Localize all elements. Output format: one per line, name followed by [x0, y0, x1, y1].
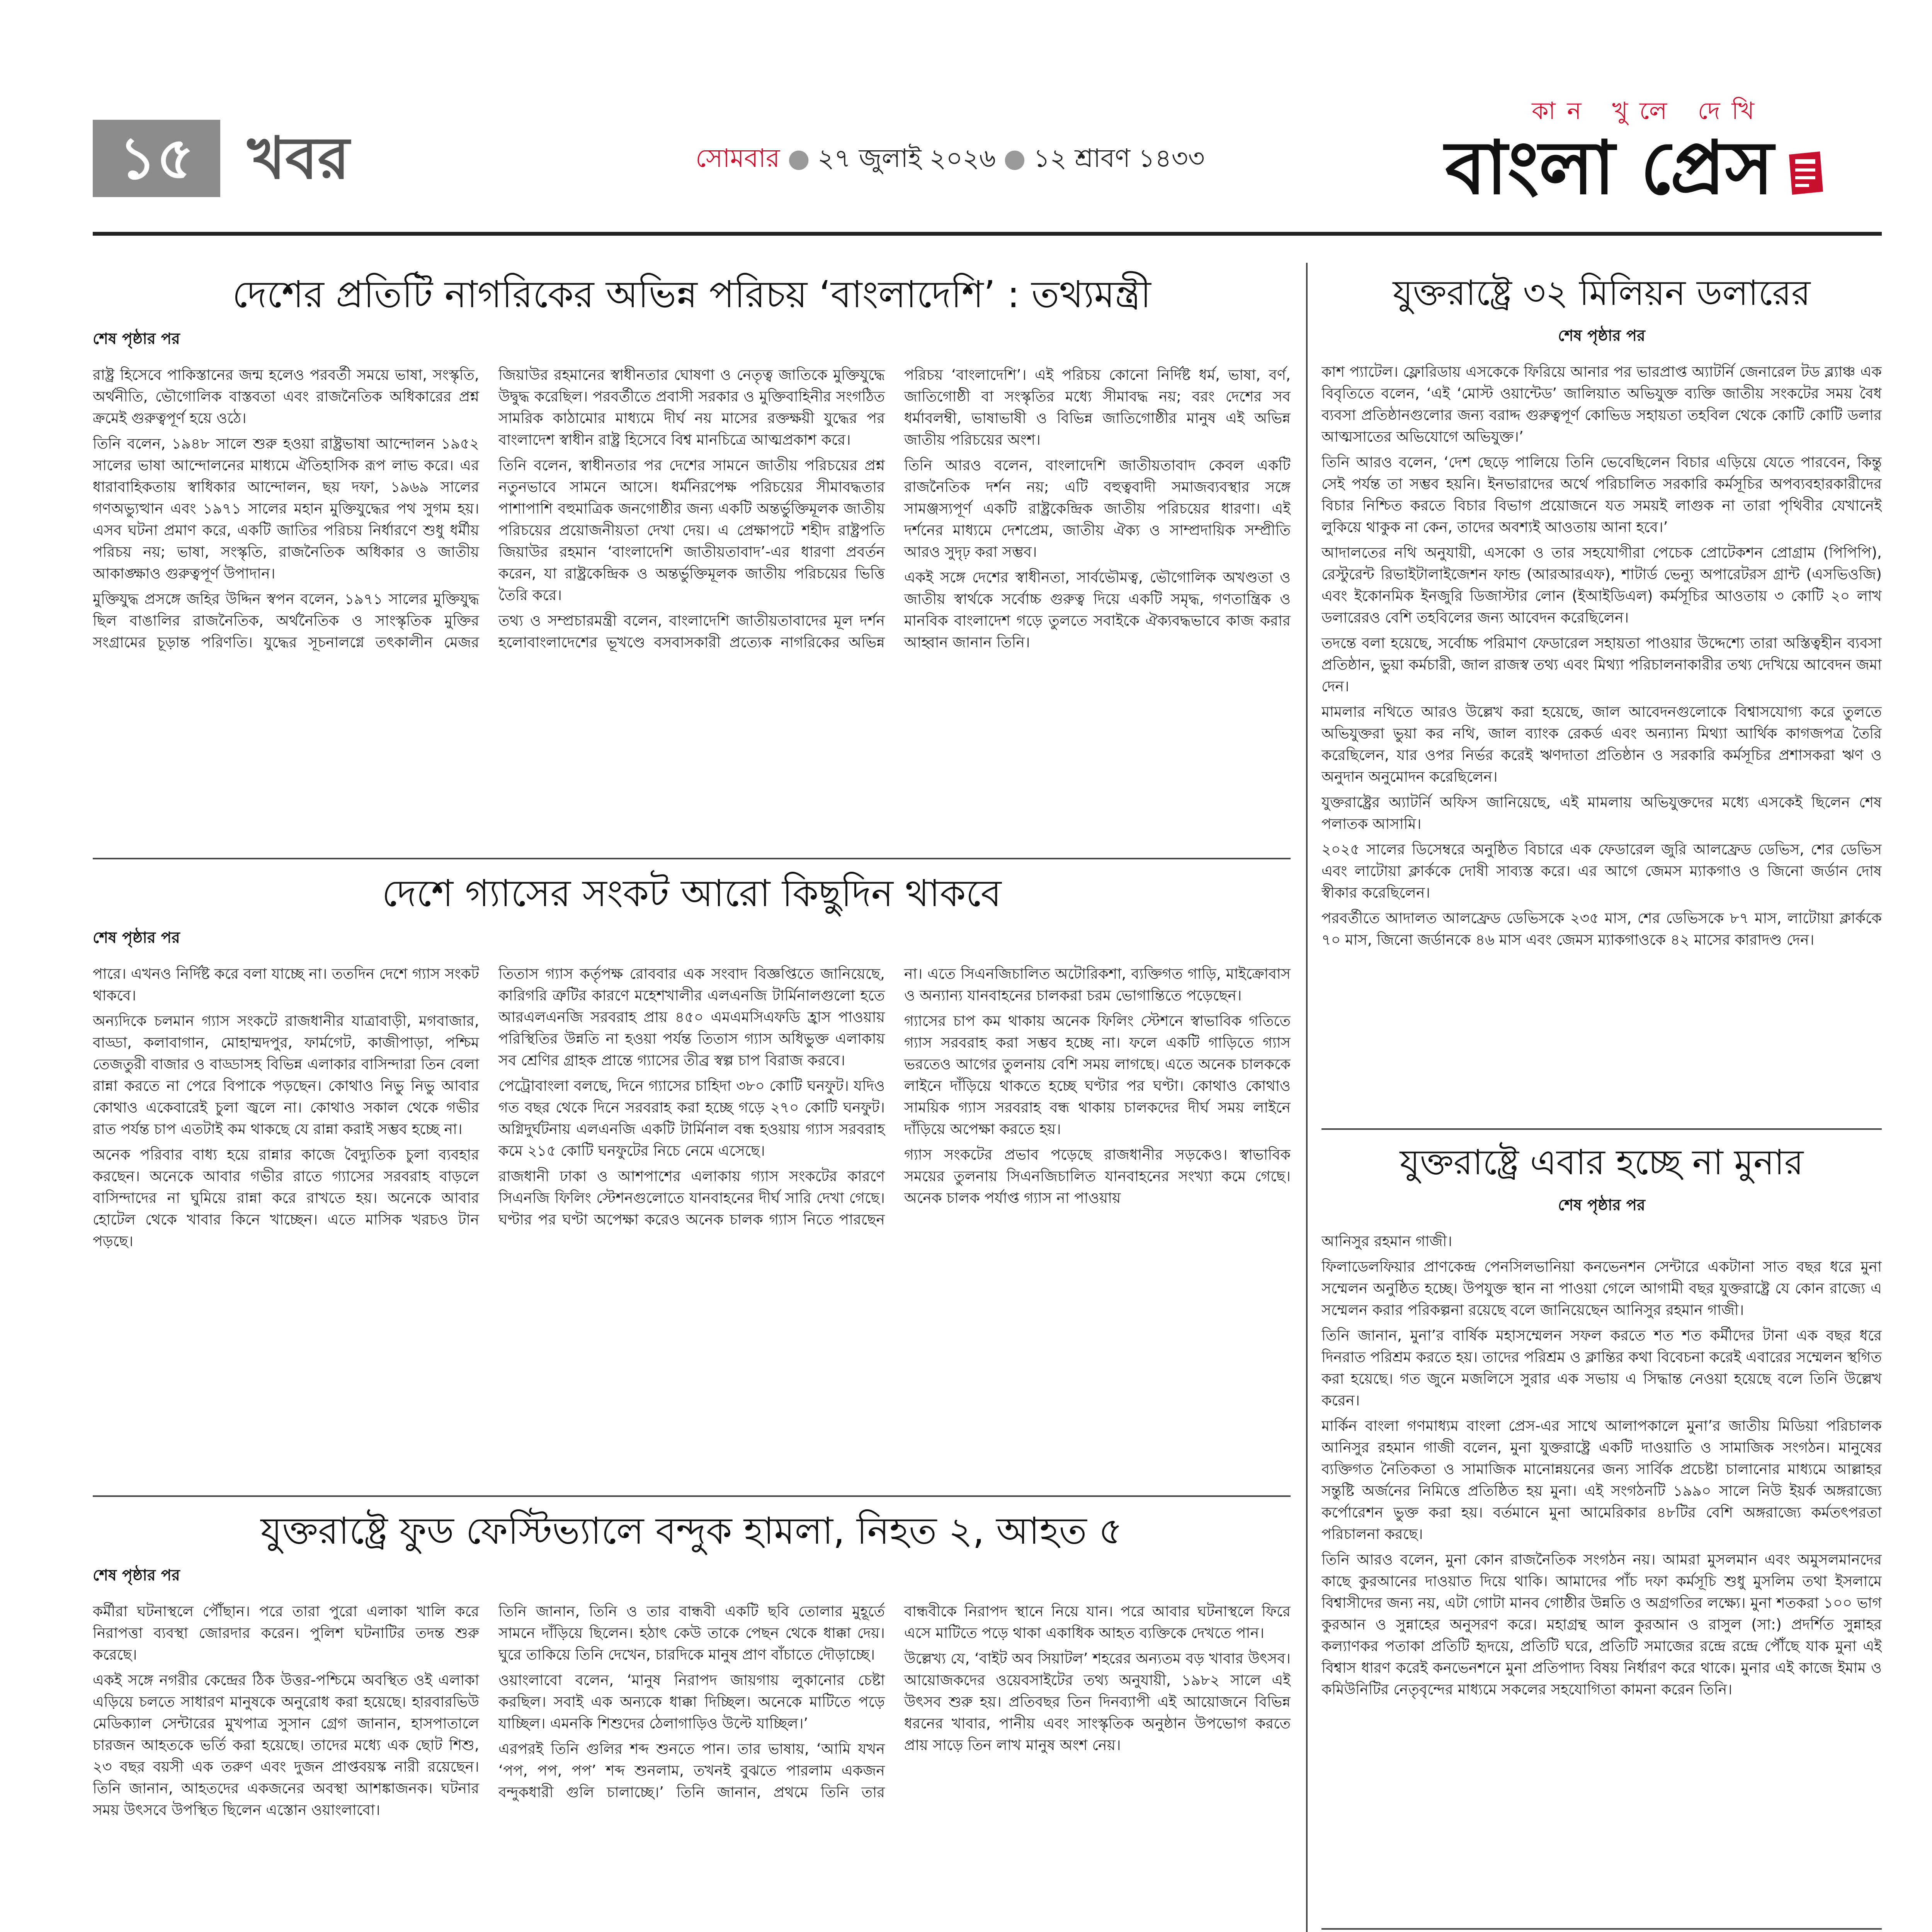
dateline-date-bangla: ১২ শ্রাবণ ১৪৩৩ [1033, 143, 1205, 173]
paragraph: তিনি আরও বলেন, মুনা কোন রাজনৈতিক সংগঠন নয়। আমরা মুসলমান এবং অমুসলমানদের কাছে কুরআনের দাওয়াত দিয়ে থাকি। আমাদের পাঁচ দফা কর্মসূচি শুধু মুসলিম তথা ইসলামে বিশ্বাসীদের জন্য নয়, এটা গোটা মানব গোষ্ঠীর উন্নতি ও অগ্রগতির লক্ষ্যে। মুনা শতকরা ১০০ ভাগ কুরআন ও সুন্নাহের অনুসরণ করে। মহাগ্রন্থ আল কুরআন ও রাসুল (সা:) প্রদর্শিত সুন্নাহর কল্যাণকর পতাকা প্রতিটি হৃদয়ে, প্রতিটি ঘরে, প্রতিটি সমাজের রন্দ্রে রন্দ্রে পৌঁছে যাক মুনা এই বিশ্বাস ধারণ করেই কনভেনশনে মুনা প্রতিপাদ্য বিষয় নির্ধারণ করে থাকে। মুনার এই কাজে ইমাম ও কমিউনিটির নেতৃবৃন্দের মাধ্যমে সকলের সহযোগিতা কামনা করেন তিনি। [1321, 1551, 1882, 1698]
headline[interactable]: যুক্তরাষ্ট্রে এবার হচ্ছে না মুনার [1400, 1142, 1804, 1183]
article-divider [93, 858, 1291, 859]
article-divider [1321, 1928, 1882, 1930]
paragraph: তিনি আরও বলেন, বাংলাদেশি জাতীয়তাবাদ কেবল একটি রাজনৈতিক দর্শন নয়; এটি বহুত্ববাদী সমাজব্যবস্থার সঙ্গে সামঞ্জস্যপূর্ণ একটি রাষ্ট্রকেন্দ্রিক জাতীয় পরিচয়ের ধারণা। এই দর্শনের মাধ্যমে দেশপ্রেম, জাতীয় ঐক্য ও সাম্প্রদায়িক সম্প্রীতি আরও সুদৃঢ় করা সম্ভব। [904, 456, 1291, 560]
column-divider [1306, 263, 1308, 1932]
masthead [93, 77, 1882, 240]
paragraph: তিনি জানান, মুনা’র বার্ষিক মহাসম্মেলন সফল করতে শত শত কর্মীদের টানা এক বছর ধরে দিনরাত পরিশ্রম করতে হয়। তাদের পরিশ্রম ও ক্লান্তির কথা বিবেচনা করেই এবারের সম্মেলন স্থগিত করা হয়েছে। গত জুনে মজলিসে সুরার এক সভায় এ সিদ্ধান্ত নেওয়া হয়েছে বলে তিনি উল্লেখ করেন। [1321, 1327, 1882, 1409]
article-usd [1321, 270, 1882, 1124]
article-gas [93, 869, 1291, 1492]
paragraph: কর্মীরা ঘটনাস্থলে পৌঁছান। পরে তারা পুরো এলাকা খালি করে নিরাপত্তা ব্যবস্থা জোরদার করেন। পুলিশ ঘটনাটির তদন্ত শুরু করেছে। [93, 1602, 479, 1663]
paragraph: কাশ প্যাটেল। ফ্লোরিডায় এসকেকে ফিরিয়ে আনার পর ভারপ্রাপ্ত অ্যাটর্নি জেনারেল টড ব্ল্যাঞ্চ এক বিবৃতিতে বলেন, ‘এই ‘মোস্ট ওয়ান্টেড’ জালিয়াত অভিযুক্ত ব্যক্তি জাতীয় সংকটের সময় বৈধ ব্যবসা প্রতিষ্ঠানগুলোর জন্য বরাদ্দ গুরুত্বপূর্ণ কোভিড সহায়তা তহবিল থেকে কোটি কোটি ডলার আত্মসাতের অভিযোগে অভিযুক্ত।’ [1321, 363, 1882, 445]
brand-logo[interactable] [1445, 124, 1828, 213]
dateline-dot-icon: ● [1003, 143, 1026, 173]
paragraph: একই সঙ্গে নগরীর কেন্দ্রের ঠিক উত্তর-পশ্চিমে অবস্থিত ওই এলাকা এড়িয়ে চলতে সাধারণ মানুষকে অনুরোধ করা হয়েছে। হারবারভিউ মেডিক্যাল সেন্টারের মুখপাত্র সুসান গ্রেগ জানান, হাসপাতালে চারজন আহতকে ভর্তি করা হয়েছে। তাদের মধ্যে এক ছোট শিশু, ২৩ বছর বয়সী এক তরুণ এবং দুজন প্রাপ্তবয়স্ক নারী রয়েছেন। তিনি জানান, আহতদের একজনের অবস্থা আশঙ্কাজনক। ঘটনার সময় উৎসবে উপস্থিত ছিলেন এস্তোন ওয়াংলাবো। [93, 1671, 479, 1818]
continued-label: শেষ পৃষ্ঠার পর [93, 929, 180, 947]
article-muna [1321, 1140, 1882, 1924]
headline[interactable]: দেশের প্রতিটি নাগরিকের অভিন্ন পরিচয় ‘বাংলাদেশি’ : তথ্যমন্ত্রী [232, 273, 1151, 316]
masthead-rule [93, 232, 1882, 236]
article-body [1321, 1230, 1882, 1704]
headline[interactable]: যুক্তরাষ্ট্রে ৩২ মিলিয়ন ডলারের [1393, 273, 1811, 313]
brand-tagline: কান খুলে দেখি [1532, 97, 1766, 125]
headline[interactable]: যুক্তরাষ্ট্রে ফুড ফেস্টিভ্যালে বন্দুক হামলা, নিহত ২, আহত ৫ [260, 1509, 1123, 1553]
paragraph: একই সঙ্গে দেশের স্বাধীনতা, সার্বভৌমত্ব, ভৌগোলিক অখণ্ডতা ও জাতীয় স্বার্থকে সর্বোচ্চ গুরুত্ব দিয়ে একটি সমৃদ্ধ, গণতান্ত্রিক ও মানবিক বাংলাদেশ গড়ে তুলতে সবাইকে ঐক্যবদ্ধভাবে কাজ করার আহ্বান জানান তিনি। [904, 568, 1291, 651]
headline[interactable]: দেশে গ্যাসের সংকট আরো কিছুদিন থাকবে [382, 872, 1002, 915]
article-divider [1321, 1128, 1882, 1130]
paragraph: গ্যাস সংকটের প্রভাব পড়েছে রাজধানীর সড়কেও। স্বাভাবিক সময়ের তুলনায় সিএনজিচালিত যানবাহনের সংখ্যা কমে গেছে। অনেক চালক পর্যাপ্ত গ্যাস না পাওয়ায় [904, 1146, 1291, 1206]
paragraph: উল্লেখ্য যে, ‘বাইট অব সিয়াটল’ শহরের অন্যতম বড় খাবার উৎসব। আয়োজকদের ওয়েবসাইটের তথ্য অনুযায়ী, ১৯৮২ সালে এই উৎসব শুরু হয়। প্রতিবছর তিন দিনব্যাপী এই আয়োজনে বিভিন্ন ধরনের খাবার, পানীয় এবং সাংস্কৃতিক অনুষ্ঠান উপভোগ করতে প্রায় সাড়ে তিন লাখ মানুষ অংশ নেয়। [904, 1650, 1291, 1753]
paragraph: পরবর্তীতে আদালত আলফ্রেড ডেভিসকে ২৩৫ মাস, শের ডেভিসকে ৮৭ মাস, লাটোয়া ক্লার্ককে ৭০ মাস, জিনো জর্ডানকে ৪৬ মাস এবং জেমস ম্যাকগাওকে ৪২ মাসের কারাদণ্ড দেন। [1321, 910, 1882, 948]
paragraph: ২০২৫ সালের ডিসেম্বরে অনুষ্ঠিত বিচারে এক ফেডারেল জুরি আলফ্রেড ডেভিস, শের ডেভিস এবং লাটোয়া ক্লার্ককে দোষী সাব্যস্ত করে। এর আগে জেমস ম্যাকগাও ও জিনো জর্ডান দোষ স্বীকার করেছিলেন। [1321, 841, 1882, 901]
continued-label: শেষ পৃষ্ঠার পর [1558, 1196, 1645, 1214]
paragraph: তিতাস গ্যাস কর্তৃপক্ষ রোববার এক সংবাদ বিজ্ঞপ্তিতে জানিয়েছে, কারিগরি ত্রুটির কারণে মহেশখালীর এলএনজি টার্মিনালগুলো হতে আরএলএনজি সরবরাহ প্রায় ৪৫০ এমএমসিএফডি হ্রাস পাওয়ায় পরিস্থিতির উন্নতি না হওয়া পর্যন্ত তিতাস গ্যাস অধিভুক্ত এলাকায় সব শ্রেণির গ্রাহক প্রান্তে গ্যাসের তীব্র স্বল্প চাপ বিরাজ করবে। [498, 965, 885, 1069]
continued-label: শেষ পৃষ্ঠার পর [1558, 327, 1645, 345]
paragraph: মার্কিন বাংলা গণমাধ্যম বাংলা প্রেস-এর সাথে আলাপকালে মুনা’র জাতীয় মিডিয়া পরিচালক আনিসুর রহমান গাজী বলেন, মুনা যুক্তরাষ্ট্রে একটি দাওয়াতি ও সামাজিক সংগঠন। মানুষের ব্যক্তিগত নৈতিকতা ও সামাজিক মানোন্নয়নের জন্য সার্বিক প্রচেষ্টা চালানোর মাধ্যমে আল্লাহর সন্তুষ্টি অর্জনের নিমিত্তে প্রতিষ্ঠিত হয় মুনা। এই সংগঠনটি ১৯৯০ সালে নিউ ইয়র্ক অঙ্গরাজ্যে কর্পোরেশন ভুক্ত করা হয়। বর্তমানে মুনা আমেরিকার ৪৮টির বেশি অঙ্গরাজ্যে কর্মতৎপরতা পরিচালনা করছে। [1321, 1417, 1882, 1543]
paragraph: অন্যদিকে চলমান গ্যাস সংকটে রাজধানীর যাত্রাবাড়ী, মগবাজার, বাড্ডা, কলাবাগান, মোহাম্মদপুর, ফার্মগেট, কাজীপাড়া, পশ্চিম তেজতুরী বাজার ও বাড্ডাসহ বিভিন্ন এলাকার বাসিন্দারা তিন বেলা রান্না করতে না পেরে বিপাকে পড়ছেন। কোথাও নিভু নিভু আবার কোথাও একেবারেই চুলা জ্বলে না। কোথাও সকাল থেকে গভীর রাত পর্যন্ত চাপ এতটাই কম থাকছে যে রান্না করাই সম্ভব হচ্ছে না। [93, 1012, 479, 1138]
paragraph: তিনি বলেন, ১৯৪৮ সালে শুরু হওয়া রাষ্ট্রভাষা আন্দোলন ১৯৫২ সালের ভাষা আন্দোলনের মাধ্যমে ঐতিহাসিক রূপ লাভ করে। এর ধারাবাহিকতায় স্বাধিকার আন্দোলন, ছয় দফা, ১৯৬৯ সালের গণঅভ্যুত্থান এবং ১৯৭১ সালের মহান মুক্তিযুদ্ধের পথ সুগম হয়। এসব ঘটনা প্রমাণ করে, একটি জাতির পরিচয় নির্ধারণে শুধু ধর্মীয় পরিচয় নয়; ভাষা, সংস্কৃতি, রাজনৈতিক অধিকার ও জাতীয় আকাঙ্ক্ষাও গুরুত্বপূর্ণ উপাদান। [93, 435, 479, 582]
paragraph: যুক্তরাষ্ট্রের অ্যাটর্নি অফিস জানিয়েছে, এই মামলায় অভিযুক্তদের মধ্যে এসকেই ছিলেন শেষ পলাতক আসামি। [1321, 794, 1882, 832]
paragraph: রাজধানী ঢাকা ও আশপাশের এলাকায় গ্যাস সংকটের কারণে সিএনজি ফিলিং স্টেশনগুলোতে যানবাহনের দীর্ঘ সারি দেখা গেছে। ঘণ্টার পর ঘণ্টা অপেক্ষা করেও অনেক চালক গ্যাস নিতে পারছেন না। এতে সিএনজিচালিত অটোরিকশা, ব্যক্তিগত গাড়ি, মাইক্রোবাস ও অন্যান্য যানবাহনের চালকরা চরম ভোগান্তিতে পড়েছেন। [498, 965, 1291, 1228]
newspaper-icon [1781, 148, 1828, 198]
paragraph: রাষ্ট্র হিসেবে পাকিস্তানের জন্ম হলেও পরবর্তী সময়ে ভাষা, সংস্কৃতি, অর্থনীতি, ভৌগোলিক বাস্তবতা এবং রাজনৈতিক অধিকারের প্রশ্ন ক্রমেই গুরুত্বপূর্ণ হয়ে ওঠে। [93, 366, 479, 427]
dateline-dot-icon: ● [787, 143, 810, 173]
article-body [93, 963, 1291, 1252]
continued-label: শেষ পৃষ্ঠার পর [93, 1566, 180, 1584]
continued-label: শেষ পৃষ্ঠার পর [93, 330, 180, 348]
article-body [1321, 361, 1882, 954]
paragraph: তিনি জানান, তিনি ও তার বান্ধবী একটি ছবি তোলার মুহূর্তে সামনে দাঁড়িয়ে ছিলেন। হঠাৎ কেউ তাকে পেছন থেকে ধাক্কা দেয়। ঘুরে তাকিয়ে তিনি দেখেন, চারদিকে মানুষ প্রাণ বাঁচাতে দৌড়াচ্ছে। [498, 1602, 885, 1663]
section-label: খবর [247, 125, 350, 192]
dateline-day: সোমবার [696, 143, 780, 173]
paragraph: পেট্রোবাংলা বলছে, দিনে গ্যাসের চাহিদা ৩৮০ কোটি ঘনফুট। যদিও গত বছর থেকে দিনে সরবরাহ করা হচ্ছে গড়ে ২৭০ কোটি ঘনফুট। অগ্নিদুর্ঘটনায় এলএনজি একটি টার্মিনাল বন্ধ হওয়ায় গ্যাস সরবরাহ কমে ২১৫ কোটি ঘনফুটের নিচে নেমে এসেছে। [498, 1077, 885, 1159]
paragraph: ওয়াংলাবো বলেন, ‘মানুষ নিরাপদ জায়গায় লুকানোর চেষ্টা করছিল। সবাই এক অন্যকে ধাক্কা দিচ্ছিল। অনেকে মাটিতে পড়ে যাচ্ছিল। এমনকি শিশুদের ঠেলাগাড়িও উল্টে যাচ্ছিল।’ [498, 1671, 885, 1732]
article-body [93, 364, 1291, 654]
article-divider [93, 1495, 1291, 1497]
paragraph: তিনি আরও বলেন, ‘দেশ ছেড়ে পালিয়ে তিনি ভেবেছিলেন বিচার এড়িয়ে যেতে পারবেন, কিন্তু সেই পর্যন্ত তা সম্ভব হয়নি। ইনভারাদের অর্থে পরিচালিত সরকারি কর্মসূচির অপব্যবহারকারীদের বিচার নিশ্চিত করতে বিচার বিভাগ প্রয়োজনে যত সময়ই লাগুক না তারা পৃথিবীর যেখানেই লুকিয়ে থাকুক না কেন, তাদের অবশ্যই আওতায় আনা হবে।’ [1321, 454, 1882, 536]
article-food-festival [93, 1507, 1291, 1932]
paragraph: এরপরই তিনি গুলির শব্দ শুনতে পান। তার ভাষায়, ‘আমি যখন ‘পপ, পপ, পপ’ শব্দ শুনলাম, তখনই বুঝতে পারলাম একজন বন্দুকধারী গুলি চালাচ্ছে।’ তিনি জানান, প্রথমে তিনি তার বান্ধবীকে নিরাপদ স্থানে নিয়ে যান। পরে আবার ঘটনাস্থলে ফিরে এসে মাটিতে পড়ে থাকা একাধিক আহত ব্যক্তিকে দেখতে পান। [498, 1602, 1291, 1801]
article-identity [93, 270, 1291, 854]
paragraph: তথ্য ও সম্প্রচারমন্ত্রী বলেন, বাংলাদেশি জাতীয়তাবাদের মূল দর্শন হলোবাংলাদেশের ভূখণ্ডে বসবাসকারী প্রত্যেক নাগরিকের অভিন্ন পরিচয় ‘বাংলাদেশি’। এই পরিচয় কোনো নির্দিষ্ট ধর্ম, ভাষা, বর্ণ, জাতিগোষ্ঠী বা সংস্কৃতির মধ্যে সীমাবদ্ধ নয়; বরং দেশের সব ধর্মাবলম্বী, ভাষাভাষী ও বিভিন্ন জাতিগোষ্ঠীর মানুষ এই অভিন্ন জাতীয় পরিচয়ের অংশ। [498, 366, 1291, 651]
page-number: ১৫ [93, 120, 220, 197]
paragraph: তদন্তে বলা হয়েছে, সর্বোচ্চ পরিমাণ ফেডারেল সহায়তা পাওয়ার উদ্দেশ্যে তারা অস্তিত্বহীন ব্যবসা প্রতিষ্ঠান, ভুয়া কর্মচারী, জাল রাজস্ব তথ্য এবং মিথ্যা পরিচালনাকারীর তথ্য দেখিয়ে আবেদন জমা দেন। [1321, 634, 1882, 695]
paragraph: ফিলাডেলফিয়ার প্রাণকেন্দ্র পেনসিলভানিয়া কনভেনশন সেন্টারে একটানা সাত বছর ধরে মুনা সম্মেলন অনুষ্ঠিত হচ্ছে। উপযুক্ত স্থান না পাওয়া গেলে আগামী বছর যুক্তরাষ্ট্রে যে কোন রাজ্যে এ সম্মেলন করার পরিকল্পনা রয়েছে বলে জানিয়েছেন আনিসুর রহমান গাজী। [1321, 1258, 1882, 1318]
paragraph: পারে। এখনও নির্দিষ্ট করে বলা যাচ্ছে না। ততদিন দেশে গ্যাস সংকট থাকবে। [93, 965, 479, 1004]
paragraph: গ্যাসের চাপ কম থাকায় অনেক ফিলিং স্টেশনে স্বাভাবিক গতিতে গ্যাস সরবরাহ করা সম্ভব হচ্ছে না। ফলে একটি গাড়িতে গ্যাস ভরতেও আগের তুলনায় বেশি সময় লাগছে। এতে অনেক চালককে লাইনে দাঁড়িয়ে থাকতে হচ্ছে ঘণ্টার পর ঘণ্টা। কোথাও কোথাও সাময়িক গ্যাস সরবরাহ বন্ধ থাকায় চালকদের দীর্ঘ সময় লাইনে দাঁড়িয়ে অপেক্ষা করতে হয়। [904, 1012, 1291, 1138]
dateline [696, 139, 1205, 178]
dateline-date: ২৭ জুলাই ২০২৬ [817, 143, 996, 173]
article-body [93, 1600, 1291, 1821]
paragraph: তিনি বলেন, স্বাধীনতার পর দেশের সামনে জাতীয় পরিচয়ের প্রশ্ন নতুনভাবে সামনে আসে। ধর্মনিরপেক্ষ পরিচয়ের সীমাবদ্ধতার পাশাপাশি বহুমাত্রিক জনগোষ্ঠীর জন্য একটি অন্তর্ভুক্তিমূলক জাতীয় পরিচয়ের প্রয়োজনীয়তা দেখা দেয়। এ প্রেক্ষাপটে শহীদ রাষ্ট্রপতি জিয়াউর রহমান ‘বাংলাদেশি জাতীয়তাবাদ’-এর ধারণা প্রবর্তন করেন, যা রাষ্ট্রকেন্দ্রিক ও অন্তর্ভুক্তিমূলক জাতীয় পরিচয়ের ভিত্তি তৈরি করে। [498, 456, 885, 604]
paragraph: আদালতের নথি অনুযায়ী, এসকো ও তার সহযোগীরা পেচেক প্রোটেকশন প্রোগ্রাম (পিপিপি), রেস্টুরেন্ট রিভাইটালাইজেশন ফান্ড (আরআরএফ), শাটার্ড ভেন্যু অপারেটরস গ্রান্ট (এসভিওজি) এবং ইকোনমিক ইনজুরি ডিজাস্টার লোন (ইআইডিএল) কর্মসূচির আওতায় ৩ কোটি ২০ লাখ ডলারেরও বেশি তহবিলের জন্য আবেদন করেছিলেন। [1321, 544, 1882, 626]
brand-name: বাংলা প্রেস [1445, 125, 1774, 211]
paragraph: অনেক পরিবার বাধ্য হয়ে রান্নার কাজে বৈদ্যুতিক চুলা ব্যবহার করছেন। অনেকে আবার গভীর রাতে গ্যাসের সরবরাহ বাড়লে বাসিন্দাদের না ঘুমিয়ে রান্না করে রাখতে হয়। অনেকে আবার হোটেল থেকে খাবার কিনে খাচ্ছেন। এতে মাসিক খরচও টান পড়ছে। [93, 1146, 479, 1250]
paragraph: মুক্তিযুদ্ধ প্রসঙ্গে জহির উদ্দিন স্বপন বলেন, ১৯৭১ সালের মুক্তিযুদ্ধ ছিল বাঙালির রাজনৈতিক, অর্থনৈতিক ও সাংস্কৃতিক মুক্তির সংগ্রামের চূড়ান্ত পরিণতি। যুদ্ধের সূচনালগ্নে তৎকালীন মেজর জিয়াউর রহমানের স্বাধীনতার ঘোষণা ও নেতৃত্ব জাতিকে মুক্তিযুদ্ধে উদ্বুদ্ধ করেছিল। পরবর্তীতে প্রবাসী সরকার ও মুক্তিবাহিনীর সংগঠিত সামরিক কাঠামোর মাধ্যমে দীর্ঘ নয় মাসের রক্তক্ষয়ী যুদ্ধের পর বাংলাদেশ স্বাধীন রাষ্ট্র হিসেবে বিশ্ব মানচিত্রে আত্মপ্রকাশ করে। [93, 366, 885, 651]
paragraph: মামলার নথিতে আরও উল্লেখ করা হয়েছে, জাল আবেদনগুলোকে বিশ্বাসযোগ্য করে তুলতে অভিযুক্তরা ভুয়া কর নথি, জাল ব্যাংক রেকর্ড এবং অন্যান্য মিথ্যা আর্থিক কাগজপত্র তৈরি করেছিলেন, যার ওপর নির্ভর করেই ঋণদাতা প্রতিষ্ঠান ও সরকারি কর্মসূচির প্রশাসকরা ঋণ ও অনুদান অনুমোদন করেছিলেন। [1321, 703, 1882, 785]
paragraph: আনিসুর রহমান গাজী। [1321, 1233, 1452, 1250]
